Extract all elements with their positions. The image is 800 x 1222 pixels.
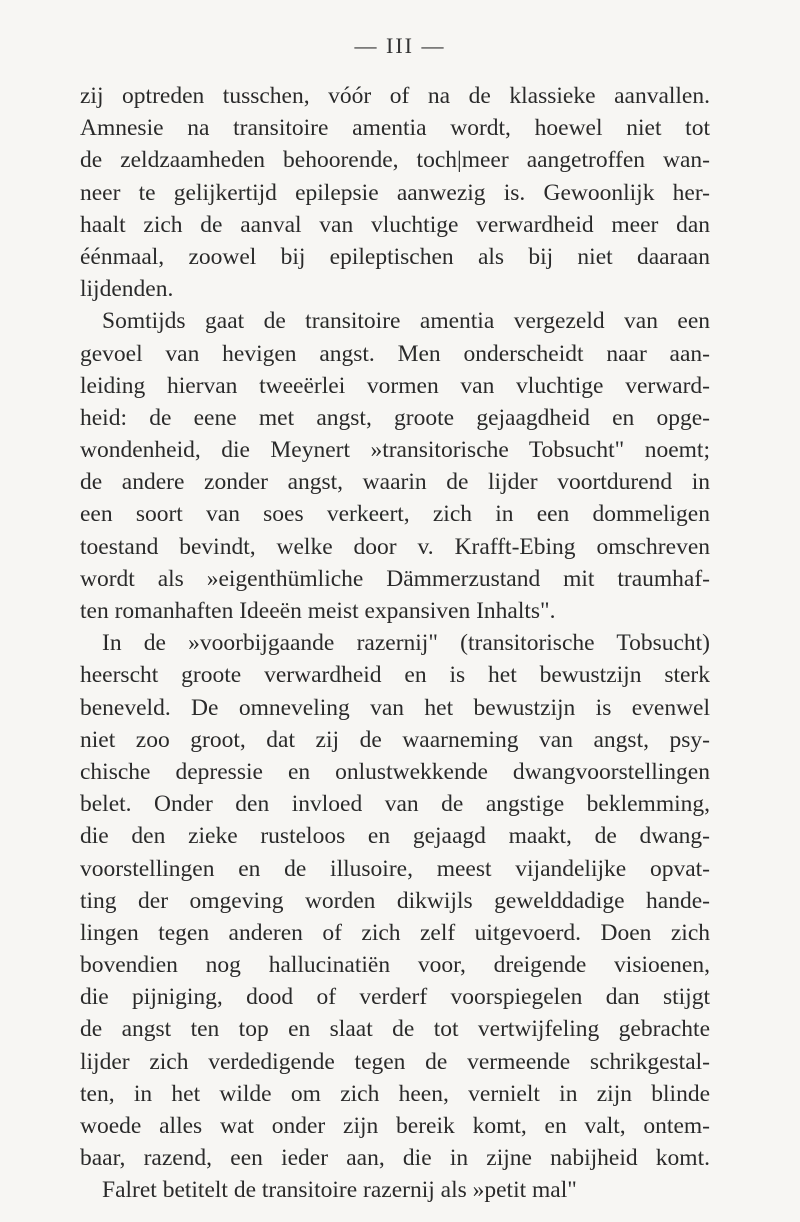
text-line: baar, razend, een ieder aan, die in zijne nabijheid komt.	[80, 1145, 710, 1172]
text-line: Falret betitelt de transitoire razernij als »petit mal"	[102, 1177, 577, 1204]
text-line: woede alles wat onder zijn bereik komt, en valt, ontem-	[80, 1113, 710, 1139]
text-line: neer te gelijkertijd epilepsie aanwezig is. Gewoonlijk her-	[80, 179, 710, 206]
text-line: die pijniging, dood of verderf voorspiegelen dan stijgt	[80, 984, 710, 1011]
text-line: de andere zonder angst, waarin de lijder voortdurend in	[80, 469, 710, 496]
text-line: ting der omgeving worden dikwijls gewelddadige hande-	[80, 887, 710, 914]
text-line: beneveld. De omneveling van het bewustzijn is evenwel	[80, 694, 710, 721]
text-line: lijder zich verdedigende tegen de vermeende schrikgestal-	[80, 1048, 710, 1075]
text-line: wordt als »eigenthümliche Dämmerzustand mit traumhaf-	[80, 565, 710, 592]
body-text	[80, 80, 710, 1207]
text-line: de zeldzaamheden behoorende, toch|meer aangetroffen wan-	[80, 147, 710, 174]
text-line: toestand bevindt, welke door v. Krafft-Ebing omschreven	[80, 533, 710, 560]
text-line: wondenheid, die Meynert »transitorische Tobsucht" noemt;	[80, 437, 710, 464]
text-line: die den zieke rusteloos en gejaagd maakt, de dwang-	[80, 823, 710, 850]
text-line: ten romanhaften Ideeën meist expansiven Inhalts".	[80, 598, 556, 624]
text-line: heerscht groote verwardheid en is het bewustzijn sterk	[80, 662, 710, 689]
text-line: niet zoo groot, dat zij de waarneming van angst, psy-	[80, 726, 710, 753]
text-line: ten, in het wilde om zich heen, vernielt in zijn blinde	[80, 1080, 710, 1107]
text-line: gevoel van hevigen angst. Men onderscheidt naar aan-	[80, 340, 710, 367]
text-line: chische depressie en onlustwekkende dwangvoorstellingen	[80, 758, 710, 785]
text-line: een soort van soes verkeert, zich in een dommeligen	[80, 501, 710, 528]
text-line: zij optreden tusschen, vóór of na de klassieke aanvallen.	[80, 83, 710, 109]
text-line: heid: de eene met angst, groote gejaagdheid en opge-	[80, 404, 710, 431]
text-line: In de »voorbijgaande razernij" (transitorische Tobsucht)	[102, 630, 710, 657]
text-line: haalt zich de aanval van vluchtige verwardheid meer dan	[80, 211, 710, 238]
text-line: bovendien nog hallucinatiën voor, dreigende visioenen,	[80, 952, 710, 979]
text-line: lijdenden.	[80, 276, 174, 303]
text-line: Somtijds gaat de transitoire amentia vergezeld van een	[102, 308, 710, 335]
text-line: belet. Onder den invloed van de angstige beklemming,	[80, 791, 710, 818]
text-line: Amnesie na transitoire amentia wordt, hoewel niet tot	[80, 115, 710, 142]
text-line: éénmaal, zoowel bij epileptischen als bij niet daaraan	[80, 243, 710, 270]
text-line: de angst ten top en slaat de tot vertwijfeling gebrachte	[80, 1016, 710, 1043]
page-number: — III —	[354, 33, 446, 58]
text-line: lingen tegen anderen of zich zelf uitgevoerd. Doen zich	[80, 919, 710, 946]
text-line: leiding hiervan tweeërlei vormen van vluchtige verward-	[80, 372, 710, 399]
text-line: voorstellingen en de illusoire, meest vijandelijke opvat-	[80, 855, 710, 882]
